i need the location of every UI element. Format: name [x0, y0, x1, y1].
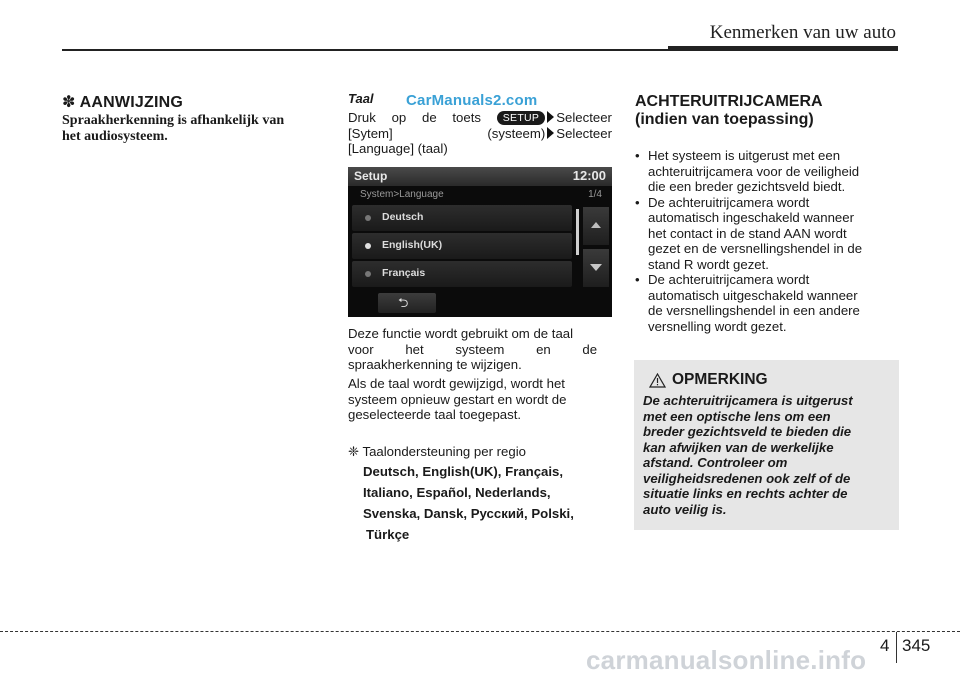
scroll-up-button[interactable]: [583, 207, 609, 245]
back-arrow-icon: ⮌: [398, 295, 409, 310]
languages-line-3: Svenska, Dansk, Русский, Polski,: [363, 506, 574, 521]
bullet-line: • De achteruitrijcamera wordt: [648, 194, 810, 210]
page-number: 345: [902, 636, 931, 655]
footer-rule: [0, 631, 960, 632]
language-option-francais[interactable]: [352, 261, 572, 287]
radio-dot-icon: [365, 271, 371, 277]
language-option-label: Deutsch: [382, 211, 424, 223]
para2-line-3: geselecteerde taal toegepast.: [348, 407, 522, 422]
para2-line-2: systeem opnieuw gestart en wordt de: [348, 391, 567, 407]
warning-line: auto veilig is.: [643, 501, 727, 517]
warning-header: [649, 371, 768, 389]
instr-group: [487, 126, 612, 142]
bullet-line: automatisch ingeschakeld wanneer: [648, 210, 854, 225]
warning-line: situatie links en rechts achter de: [643, 486, 848, 501]
para2-line-1: Als de taal wordt gewijzigd, wordt het: [348, 376, 565, 391]
bullet-item: [635, 148, 897, 195]
chapter-number: 4: [880, 636, 890, 655]
watermark-top: CarManuals2.com: [406, 92, 538, 109]
setup-button-badge: SETUP: [497, 111, 546, 125]
bullet-line: versnelling wordt gezet.: [648, 318, 787, 334]
arrow-right-icon: [547, 127, 554, 139]
warning-title: OPMERKING: [672, 371, 768, 388]
scroll-down-button[interactable]: [583, 249, 609, 287]
language-option-label: Français: [382, 267, 426, 279]
screen-clock: 12:00: [572, 168, 606, 183]
warning-box: [634, 360, 899, 530]
language-change-info: [348, 376, 612, 423]
bullet-line: het contact in de stand AAN wordt: [648, 225, 847, 241]
instr-word: Druk: [348, 110, 376, 125]
warning-triangle-icon: [649, 373, 666, 388]
warning-line: afstand. Controleer om: [643, 455, 788, 470]
instr-line-3: [Language] (taal): [348, 141, 448, 156]
bullet-item: [635, 195, 897, 273]
language-option-english[interactable]: [352, 233, 572, 259]
bullet-line: de versnellingshendel in een andere: [648, 303, 860, 318]
warning-text: [643, 393, 891, 517]
note-title: ✽ AANWIJZING: [62, 94, 183, 111]
instr-word: toets: [452, 110, 481, 125]
languages-line-2: Italiano, Español, Nederlands,: [363, 485, 551, 500]
language-subtitle: Taal: [348, 91, 374, 106]
setup-key-group: [497, 110, 612, 126]
warning-line: breder gezichtsveld te bieden die: [643, 424, 852, 439]
footer-separator: [896, 632, 897, 663]
camera-bullets: [635, 148, 897, 334]
language-option-deutsch[interactable]: [352, 205, 572, 231]
screen-breadcrumb: System>Language: [360, 189, 444, 200]
instr-word: Selecteer: [556, 125, 612, 141]
para-text: voor het systeem en de: [348, 341, 598, 357]
chevron-down-icon: [590, 264, 602, 271]
para1-line-1: [348, 326, 612, 342]
para1-line-2: [348, 342, 612, 358]
language-support-note: ❈ Taalondersteuning per regio: [348, 444, 526, 459]
watermark-bottom: carmanualsonline.info: [586, 645, 867, 675]
languages-line-4: Türkçe: [366, 527, 410, 542]
radio-dot-icon: [365, 215, 371, 221]
camera-section-title: [635, 93, 823, 129]
warning-line: De achteruitrijcamera is uitgerust: [643, 393, 853, 408]
instr-word: op: [391, 110, 407, 125]
para-text: Deze functie wordt gebruikt om de taal: [348, 326, 574, 341]
chevron-up-icon: [591, 222, 601, 228]
page-header-title: Kenmerken van uw auto: [709, 22, 896, 43]
arrow-right-icon: [547, 111, 554, 123]
back-button[interactable]: [378, 293, 436, 313]
camera-title-line-2: (indien van toepassing): [635, 111, 814, 128]
bullet-line: automatisch uitgeschakeld wanneer: [648, 287, 858, 303]
instr-line-2: [348, 126, 612, 142]
instr-word: [Sytem]: [348, 125, 393, 141]
language-description: [348, 326, 612, 373]
note-line-1: [62, 113, 324, 129]
screen-title: Setup: [354, 169, 388, 183]
header-rule-accent: [668, 46, 898, 51]
bullet-item: [635, 272, 897, 334]
note-line-2: het audiosysteem.: [62, 129, 168, 144]
bullet-line: gezet en de versnellingshendel in de: [648, 241, 863, 256]
instr-word: (systeem): [487, 125, 546, 141]
screen-page-indicator: 1/4: [588, 189, 602, 200]
bullet-line: • Het systeem is uitgerust met een: [648, 148, 841, 163]
supported-languages: [363, 461, 574, 545]
bullet-line: stand R wordt gezet.: [648, 256, 769, 272]
bullet-line: • De achteruitrijcamera wordt: [648, 272, 810, 287]
warning-line: veiligheidsredenen ook zelf of de: [643, 470, 851, 486]
instructions: [348, 110, 612, 157]
note-body: [62, 113, 324, 145]
screen-scrollbar[interactable]: [576, 209, 579, 255]
bullet-line: achteruitrijcamera voor de veiligheid: [648, 163, 860, 179]
bullet-line: die een breder gezichtsveld biedt.: [648, 179, 846, 194]
note-line-1-text: Spraakherkenning is afhankelijk van: [62, 113, 285, 128]
head-unit-screen: [348, 167, 612, 317]
warning-line: kan afwijken van de werkelijke: [643, 439, 834, 455]
camera-title-line-1: ACHTERUITRIJCAMERA: [635, 93, 823, 110]
languages-line-1: Deutsch, English(UK), Français,: [363, 464, 564, 479]
instr-word: Selecteer: [556, 110, 612, 125]
language-option-label: English(UK): [382, 239, 443, 251]
radio-dot-icon: [365, 243, 371, 249]
warning-line: met een optische lens om een: [643, 408, 831, 424]
instr-line-1: [348, 110, 612, 126]
para1-line-3: spraakherkenning te wijzigen.: [348, 357, 522, 372]
instr-word: de: [421, 110, 437, 125]
